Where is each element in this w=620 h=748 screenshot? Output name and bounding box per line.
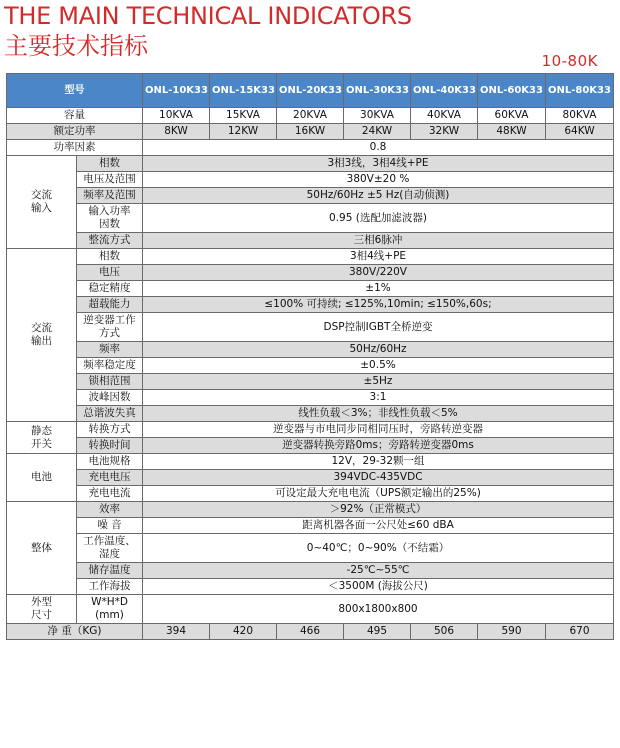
table-row bbox=[7, 249, 614, 265]
table-row bbox=[7, 502, 614, 518]
row-label: 稳定精度 bbox=[77, 281, 143, 297]
row-label: 超载能力 bbox=[77, 297, 143, 313]
table-cell: -25℃~55℃ bbox=[143, 563, 614, 579]
table-row bbox=[7, 204, 614, 233]
table-cell: 394 bbox=[143, 624, 210, 640]
table-cell: 24KW bbox=[344, 124, 411, 140]
table-cell: 506 bbox=[411, 624, 478, 640]
table-row bbox=[7, 563, 614, 579]
table-row bbox=[7, 534, 614, 563]
row-label: 转换时间 bbox=[77, 438, 143, 454]
power-factor-row bbox=[7, 140, 614, 156]
header-model: ONL-20K33 bbox=[277, 74, 344, 108]
row-label: W*H*D (mm) bbox=[77, 595, 143, 624]
row-label: 充电电流 bbox=[77, 486, 143, 502]
row-label: 总谐波失真 bbox=[77, 406, 143, 422]
table-row bbox=[7, 281, 614, 297]
row-label: 储存温度 bbox=[77, 563, 143, 579]
header-model: ONL-60K33 bbox=[478, 74, 546, 108]
table-cell: ±0.5% bbox=[143, 358, 614, 374]
header-model: ONL-10K33 bbox=[143, 74, 210, 108]
group-label-ac-input: 交流 输入 bbox=[7, 156, 77, 249]
table-cell: 12KW bbox=[210, 124, 277, 140]
table-cell: 16KW bbox=[277, 124, 344, 140]
table-cell: 50Hz/60Hz bbox=[143, 342, 614, 358]
header-model: ONL-30K33 bbox=[344, 74, 411, 108]
table-cell: 10KVA bbox=[143, 108, 210, 124]
table-cell: 590 bbox=[478, 624, 546, 640]
table-cell: ＞92%（正常模式） bbox=[143, 502, 614, 518]
row-label: 工作温度、 湿度 bbox=[77, 534, 143, 563]
row-label: 效率 bbox=[77, 502, 143, 518]
table-row bbox=[7, 486, 614, 502]
table-cell: 线性负载＜3%；非线性负载＜5% bbox=[143, 406, 614, 422]
row-label: 频率 bbox=[77, 342, 143, 358]
table-cell: 距离机器各面一公尺处≤60 dBA bbox=[143, 518, 614, 534]
table-row bbox=[7, 342, 614, 358]
table-row bbox=[7, 172, 614, 188]
table-cell: 380V±20 % bbox=[143, 172, 614, 188]
title-chinese: 主要技术指标 bbox=[4, 32, 148, 60]
table-cell: 50Hz/60Hz ±5 Hz(自动侦测) bbox=[143, 188, 614, 204]
group-label-battery: 电池 bbox=[7, 454, 77, 502]
row-label: 净 重（KG) bbox=[7, 624, 143, 640]
group-label-ac-output: 交流 输出 bbox=[7, 249, 77, 422]
header-model: ONL-40K33 bbox=[411, 74, 478, 108]
table-cell: 0.95 (选配加滤波器) bbox=[143, 204, 614, 233]
table-cell: 420 bbox=[210, 624, 277, 640]
row-label: 功率因素 bbox=[7, 140, 143, 156]
table-cell: ＜3500M (海拔公尺) bbox=[143, 579, 614, 595]
table-row bbox=[7, 156, 614, 172]
row-label: 容量 bbox=[7, 108, 143, 124]
row-label: 频率稳定度 bbox=[77, 358, 143, 374]
table-row bbox=[7, 422, 614, 438]
header-model: ONL-15K33 bbox=[210, 74, 277, 108]
row-label: 额定功率 bbox=[7, 124, 143, 140]
table-row bbox=[7, 374, 614, 390]
group-label-static-switch: 静态 开关 bbox=[7, 422, 77, 454]
rated-power-row bbox=[7, 124, 614, 140]
table-row bbox=[7, 406, 614, 422]
table-cell: 40KVA bbox=[411, 108, 478, 124]
table-cell: 466 bbox=[277, 624, 344, 640]
title-english: THE MAIN TECHNICAL INDICATORS bbox=[4, 2, 412, 30]
table-cell: 三相6脉冲 bbox=[143, 233, 614, 249]
table-row bbox=[7, 188, 614, 204]
group-label-overall: 整体 bbox=[7, 502, 77, 595]
table-row bbox=[7, 265, 614, 281]
table-cell: 48KW bbox=[478, 124, 546, 140]
header-row bbox=[7, 74, 614, 108]
table-cell: 20KVA bbox=[277, 108, 344, 124]
row-label: 逆变器工作 方式 bbox=[77, 313, 143, 342]
row-label: 转换方式 bbox=[77, 422, 143, 438]
table-cell: 3相3线，3相4线+PE bbox=[143, 156, 614, 172]
table-cell: ±1% bbox=[143, 281, 614, 297]
table-row bbox=[7, 454, 614, 470]
table-cell: 3:1 bbox=[143, 390, 614, 406]
table-cell: ≤100% 可持续; ≤125%,10min; ≤150%,60s; bbox=[143, 297, 614, 313]
table-cell: 12V，29-32颗一组 bbox=[143, 454, 614, 470]
row-label: 相数 bbox=[77, 156, 143, 172]
table-row bbox=[7, 233, 614, 249]
table-cell: 3相4线+PE bbox=[143, 249, 614, 265]
table-cell: DSP控制IGBT全桥逆变 bbox=[143, 313, 614, 342]
table-cell: 64KW bbox=[546, 124, 614, 140]
table-cell: ±5Hz bbox=[143, 374, 614, 390]
row-label: 输入功率 因数 bbox=[77, 204, 143, 233]
header-model: ONL-80K33 bbox=[546, 74, 614, 108]
row-label: 整流方式 bbox=[77, 233, 143, 249]
table-row bbox=[7, 438, 614, 454]
table-cell: 380V/220V bbox=[143, 265, 614, 281]
row-label: 相数 bbox=[77, 249, 143, 265]
table-row bbox=[7, 313, 614, 342]
table-cell: 32KW bbox=[411, 124, 478, 140]
table-cell: 逆变器与市电同步同相同压时，旁路转逆变器 bbox=[143, 422, 614, 438]
table-cell: 30KVA bbox=[344, 108, 411, 124]
table-cell: 0~40℃；0~90%（不结霜） bbox=[143, 534, 614, 563]
header-model-label: 型号 bbox=[7, 74, 143, 108]
table-cell: 60KVA bbox=[478, 108, 546, 124]
table-cell: 495 bbox=[344, 624, 411, 640]
dimensions-row bbox=[7, 595, 614, 624]
row-label: 频率及范围 bbox=[77, 188, 143, 204]
model-range: 10-80K bbox=[541, 52, 598, 70]
table-cell: 8KW bbox=[143, 124, 210, 140]
table-cell: 670 bbox=[546, 624, 614, 640]
table-row bbox=[7, 579, 614, 595]
table-cell: 80KVA bbox=[546, 108, 614, 124]
table-cell: 15KVA bbox=[210, 108, 277, 124]
row-label: 波峰因数 bbox=[77, 390, 143, 406]
row-label: 充电电压 bbox=[77, 470, 143, 486]
table-cell: 可设定最大充电电流（UPS额定输出的25%) bbox=[143, 486, 614, 502]
spec-table bbox=[6, 73, 614, 640]
row-label: 噪 音 bbox=[77, 518, 143, 534]
group-label-dimensions: 外型 尺寸 bbox=[7, 595, 77, 624]
net-weight-row bbox=[7, 624, 614, 640]
table-cell: 0.8 bbox=[143, 140, 614, 156]
row-label: 电压及范围 bbox=[77, 172, 143, 188]
table-cell: 394VDC-435VDC bbox=[143, 470, 614, 486]
table-cell: 800x1800x800 bbox=[143, 595, 614, 624]
row-label: 电池规格 bbox=[77, 454, 143, 470]
capacity-row bbox=[7, 108, 614, 124]
row-label: 电压 bbox=[77, 265, 143, 281]
table-row bbox=[7, 518, 614, 534]
row-label: 工作海拔 bbox=[77, 579, 143, 595]
table-cell: 逆变器转换旁路0ms；旁路转逆变器0ms bbox=[143, 438, 614, 454]
table-row bbox=[7, 358, 614, 374]
table-row bbox=[7, 390, 614, 406]
table-row bbox=[7, 297, 614, 313]
table-row bbox=[7, 470, 614, 486]
row-label: 锁相范围 bbox=[77, 374, 143, 390]
